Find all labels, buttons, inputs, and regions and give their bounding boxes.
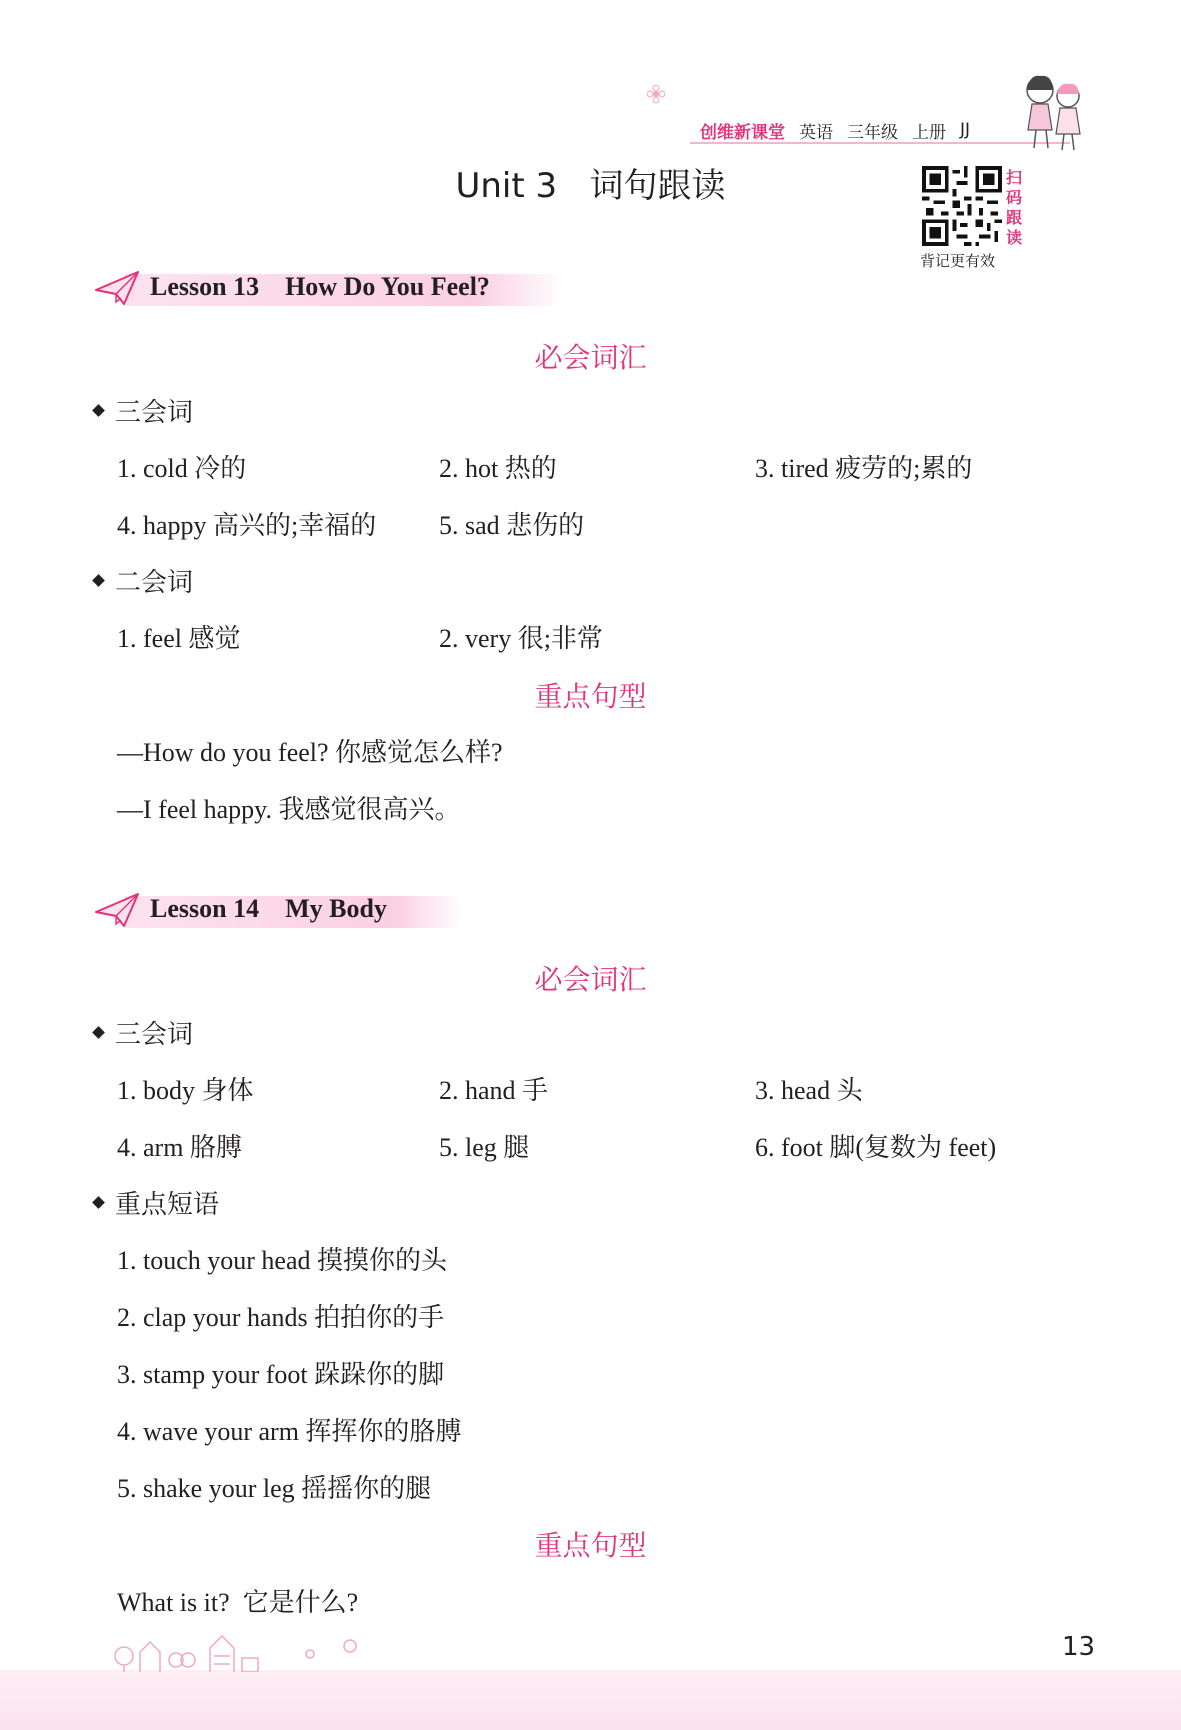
lesson-13-sentence-title: 重点句型 [534, 680, 647, 713]
bullet-diamond-icon [92, 404, 105, 417]
phrase-item: 4. wave your arm 挥挥你的胳膊 [117, 1417, 462, 1446]
page-number: 13 [1062, 1632, 1096, 1662]
sentence-line: —How do you feel? 你感觉怎么样? [117, 738, 503, 767]
phrase-item: 1. touch your head 摸摸你的头 [117, 1246, 448, 1275]
vocab-item: 3. tired 疲劳的;累的 [755, 454, 973, 483]
vocab-item: 4. happy 高兴的;幸福的 [117, 511, 377, 540]
qr-side-char: 跟 [1005, 208, 1022, 227]
lesson-14-vocab-title: 必会词汇 [534, 963, 647, 996]
vocab-item: 2. hand 手 [439, 1076, 549, 1105]
lesson-13-vocab-title: 必会词汇 [534, 341, 647, 374]
volume: 上册 [912, 122, 946, 143]
vocab-item: 1. body 身体 [117, 1076, 254, 1105]
lesson-13-group-1-heading [94, 392, 193, 429]
phrase-item: 2. clap your hands 拍拍你的手 [117, 1303, 445, 1332]
qr-side-label [1003, 168, 1025, 248]
lesson-13-title: Lesson 13 How Do You Feel? [150, 272, 490, 301]
lesson-14-banner [94, 890, 474, 934]
bullet-diamond-icon [92, 1026, 105, 1039]
qr-caption: 背记更有效 [920, 254, 996, 270]
vocab-item: 1. cold 冷的 [117, 454, 247, 483]
subject: 英语 [799, 122, 833, 143]
grade: 三年级 [847, 122, 898, 143]
vocab-item: 2. very 很;非常 [439, 624, 603, 653]
lesson-14-sentence-title: 重点句型 [534, 1529, 647, 1562]
qr-side-char: 扫 [1005, 168, 1022, 187]
town-decoration-icon [110, 1628, 370, 1672]
unit-title: Unit 3 词句跟读 [455, 166, 726, 206]
sentence-line: What is it? 它是什么? [117, 1588, 359, 1617]
edition: JJ [960, 120, 971, 140]
bullet-diamond-icon [92, 1196, 105, 1209]
flower-icon [646, 84, 666, 104]
qr-code-icon[interactable] [922, 166, 1002, 246]
cartoon-kids-icon [1010, 68, 1090, 152]
vocab-item: 5. sad 悲伤的 [439, 511, 585, 540]
lesson-13-banner [94, 268, 574, 312]
vocab-item: 1. feel 感觉 [117, 624, 241, 653]
group-label: 三会词 [115, 1020, 194, 1050]
qr-side-char: 码 [1005, 188, 1022, 207]
vocab-item: 3. head 头 [755, 1076, 863, 1105]
lesson-14-group-2-heading [94, 1184, 219, 1221]
paper-plane-icon [94, 890, 142, 930]
group-label: 二会词 [115, 568, 194, 598]
vocab-item: 5. leg 腿 [439, 1133, 530, 1162]
group-label: 三会词 [115, 398, 194, 428]
lesson-14-group-1-heading [94, 1014, 193, 1051]
vocab-item: 6. foot 脚(复数为 feet) [755, 1133, 997, 1162]
sentence-line: —I feel happy. 我感觉很高兴。 [117, 795, 461, 824]
vocab-item: 2. hot 热的 [439, 454, 557, 483]
vocab-item: 4. arm 胳膊 [117, 1133, 242, 1162]
brand-name: 创维新课堂 [700, 122, 785, 143]
phrase-item: 5. shake your leg 摇摇你的腿 [117, 1474, 432, 1503]
phrase-item: 3. stamp your foot 跺跺你的脚 [117, 1360, 445, 1389]
footer-band [0, 1670, 1181, 1730]
paper-plane-icon [94, 268, 142, 308]
qr-side-char: 读 [1005, 228, 1022, 247]
lesson-13-group-2-heading [94, 562, 193, 599]
bullet-diamond-icon [92, 574, 105, 587]
group-label: 重点短语 [115, 1190, 220, 1220]
lesson-14-title: Lesson 14 My Body [150, 894, 387, 923]
page-header [700, 116, 970, 144]
